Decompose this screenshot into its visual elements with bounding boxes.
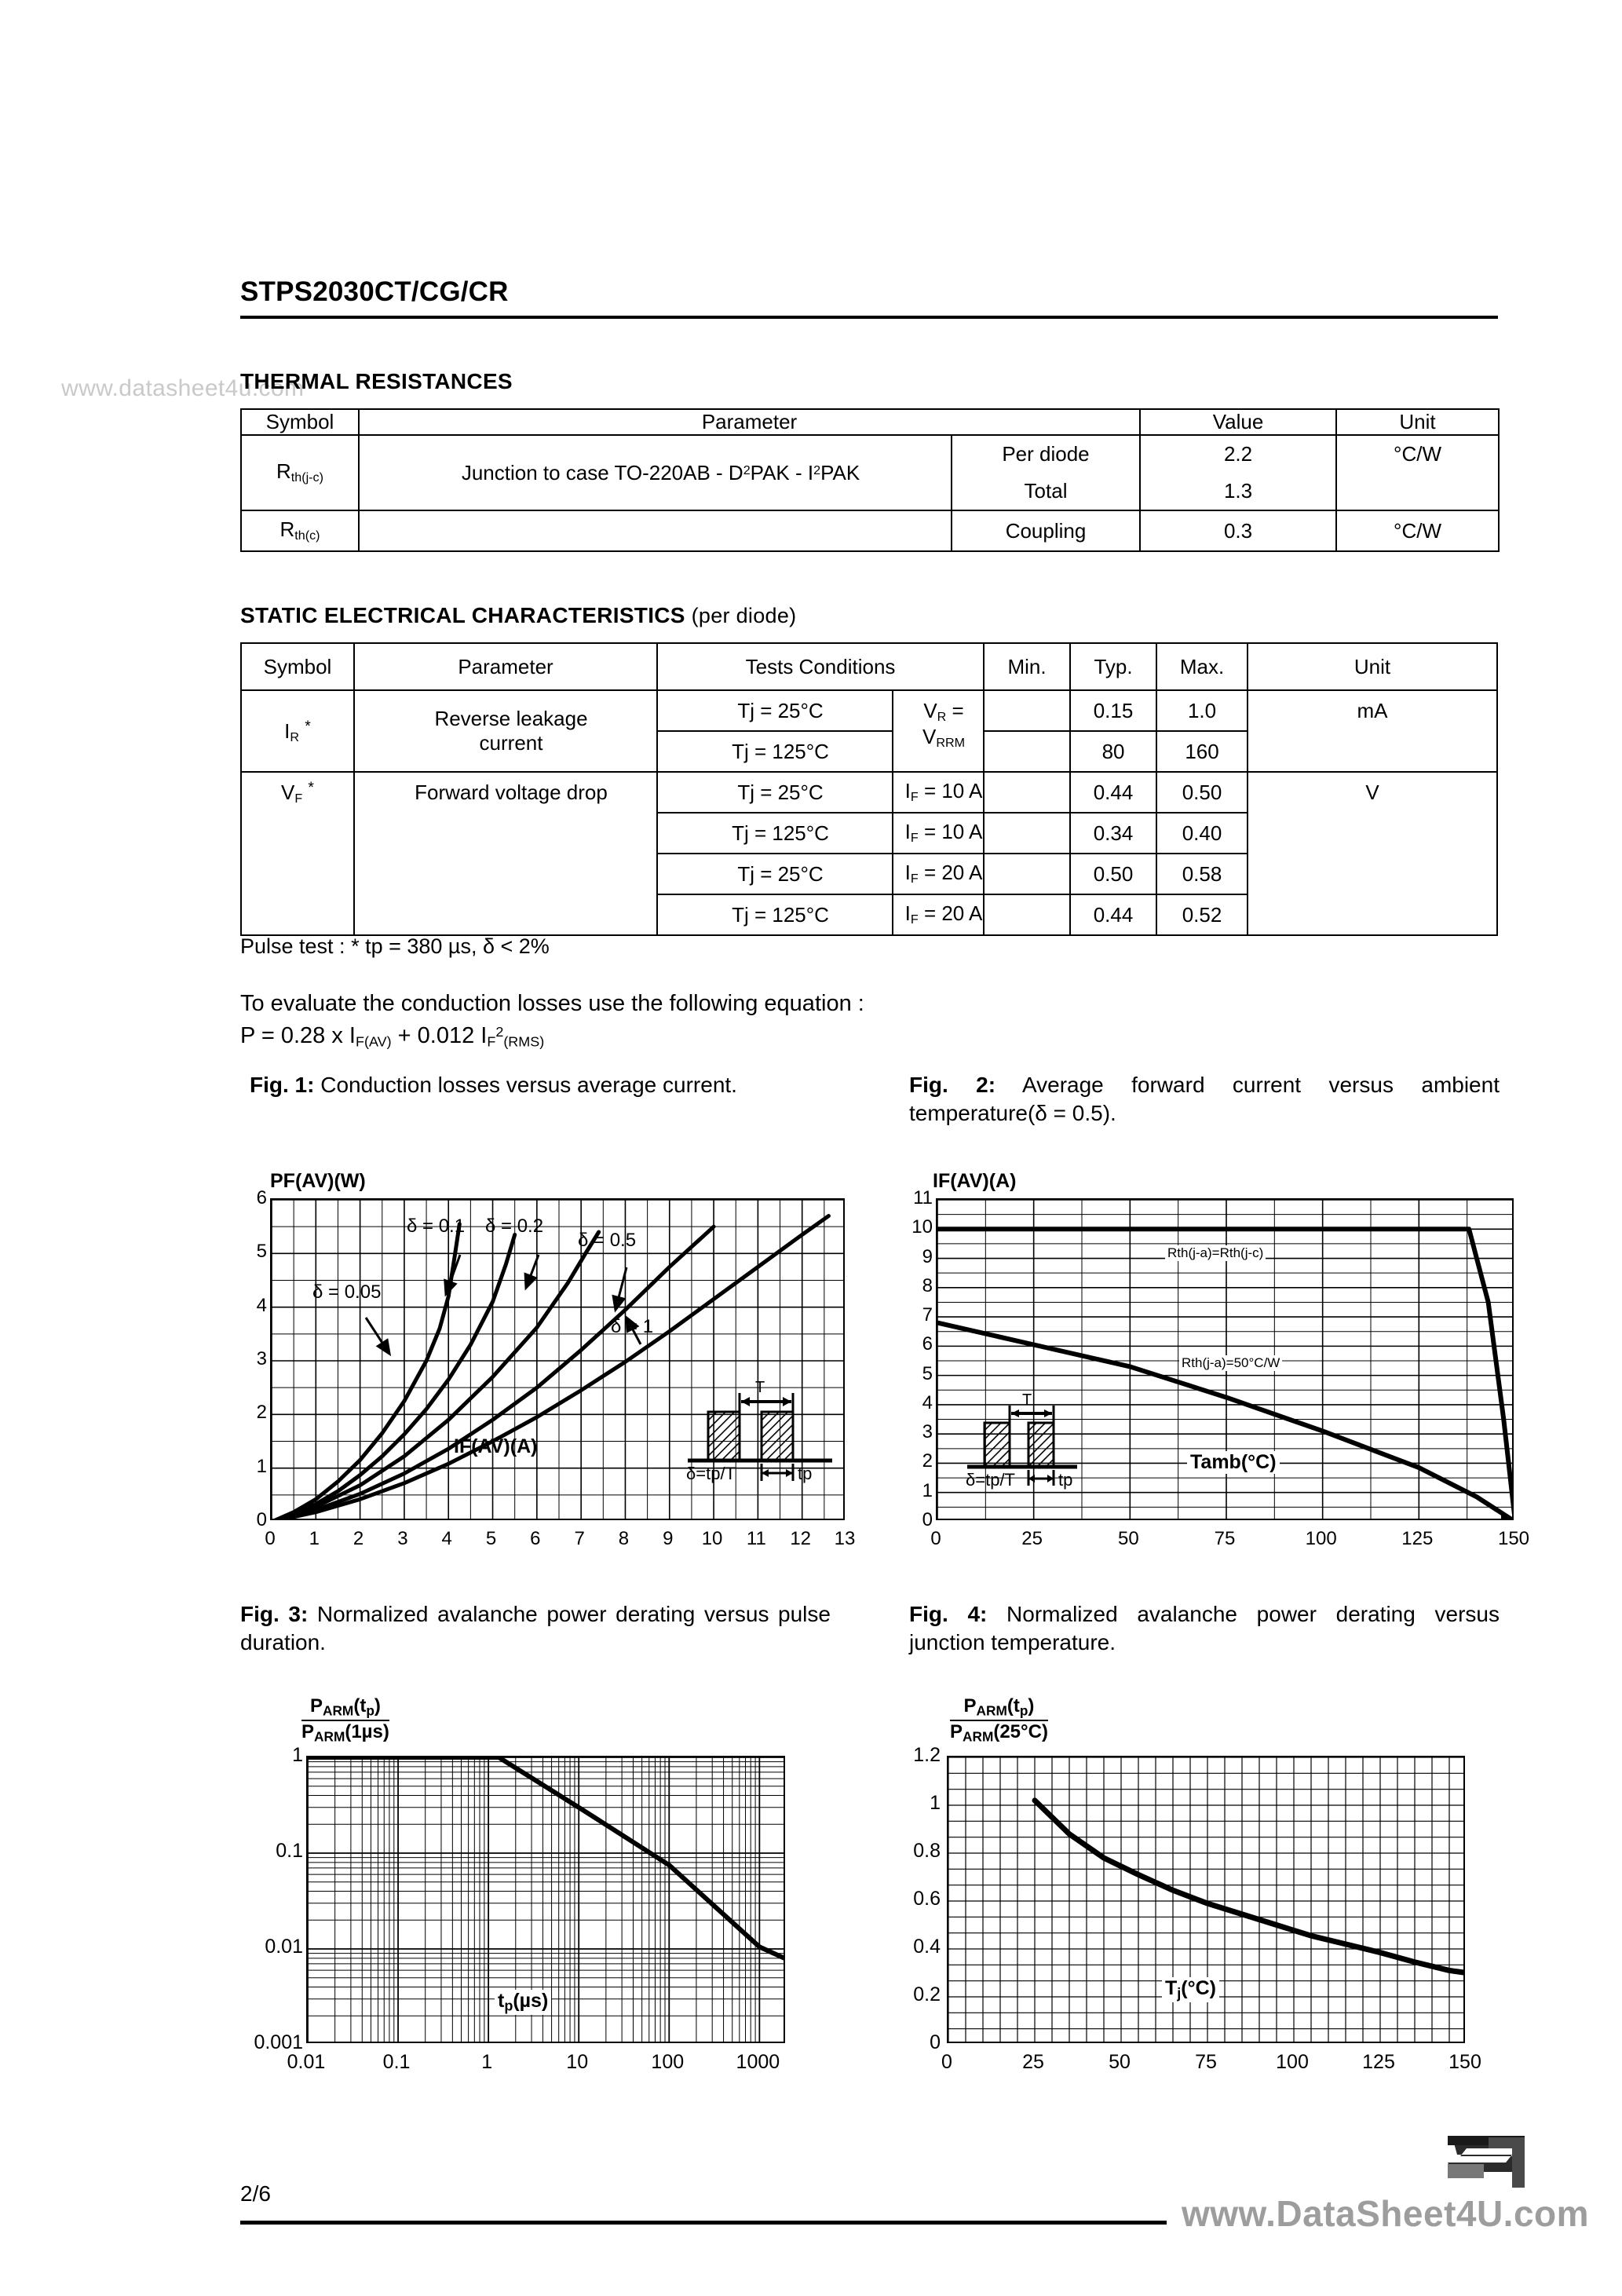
fig4-caption-text: Normalized avalanche power derating versus junction temperature. [909, 1602, 1500, 1655]
cell-condition: Coupling [952, 510, 1140, 551]
if-subscript: F [910, 790, 919, 805]
cell-condition-temp: Tj = 125°C [657, 894, 893, 935]
axis-tick-label: 0.2 [913, 1983, 941, 2005]
axis-tick-label: 0 [256, 1509, 267, 1530]
axis-tick-label: 0.001 [254, 2031, 303, 2053]
vr-label: V [923, 699, 937, 722]
fig3-x-axis-title: $t_p(\mu s)$ [495, 1990, 551, 2015]
watermark-bottom: www.DataSheet4U.com [1182, 2193, 1590, 2234]
page-title: STPS2030CT/CG/CR [240, 276, 509, 307]
axis-tick-label: 12 [790, 1528, 812, 1549]
axis-tick-label: 6 [530, 1528, 541, 1549]
if-subscript: F [910, 831, 919, 846]
cell-parameter [359, 510, 952, 551]
axis-tick-label: 1 [922, 1479, 933, 1501]
cell-unit: °C/W [1336, 435, 1499, 510]
fig1-y-axis-title: PF(AV)(W) [270, 1170, 366, 1192]
cell-unit: °C/W [1336, 510, 1499, 551]
fig4-container [903, 1696, 1531, 2104]
static-characteristics-table [240, 642, 1498, 936]
st-logo [1443, 2133, 1529, 2191]
symbol-i: I [284, 718, 290, 743]
cell-condition-temp: Tj = 125°C [657, 813, 893, 854]
fig3-container [240, 1696, 868, 2104]
table-row [241, 772, 1497, 813]
fig1-annotation-d01: δ = 0.1 [407, 1216, 466, 1237]
table-row [241, 690, 1497, 731]
col-unit: Unit [1336, 409, 1499, 435]
axis-tick-label: 100 [651, 2051, 685, 2073]
cell-typ: 0.44 [1070, 894, 1156, 935]
equation-formula: P = 0.28 x $I_{F(AV)} + 0.012$ $I_F^2_{(RMS)}$ [240, 1023, 545, 1050]
fig4-series [1035, 1801, 1465, 1973]
fig3-y-axis-title [301, 1696, 389, 1744]
vrrm-subscript: RRM [936, 736, 966, 751]
axis-tick-label: 0.01 [287, 2051, 326, 2073]
col-min: Min. [984, 643, 1070, 690]
cell-min [984, 894, 1070, 935]
if-label: I [904, 820, 911, 844]
equation-intro: To evaluate the conduction losses use the following equation : [240, 991, 864, 1016]
axis-tick-label: 25 [1022, 2051, 1044, 2073]
fig2-inset-duty-label: δ=tp/T [966, 1470, 1015, 1490]
symbol-star: * [308, 779, 314, 796]
axis-tick-label: 13 [834, 1528, 856, 1549]
footer-rule [240, 2221, 1167, 2225]
symbol-r: R [279, 517, 295, 542]
cell-max: 160 [1156, 731, 1248, 772]
cell-condition-voltage [893, 690, 984, 772]
cell-typ: 80 [1070, 731, 1156, 772]
fig2-inset-T-label: T [1022, 1391, 1032, 1409]
col-max: Max. [1156, 643, 1248, 690]
cell-symbol [241, 690, 354, 772]
axis-tick-label: 2 [922, 1450, 933, 1472]
symbol-subscript: th(c) [294, 528, 320, 543]
fig4-y-axis-title [950, 1696, 1048, 1744]
cell-min [984, 854, 1070, 894]
cell-parameter [359, 435, 952, 510]
cell-condition-current [893, 894, 984, 935]
axis-tick-label: 3 [256, 1348, 267, 1369]
axis-tick-label: 2 [256, 1402, 267, 1424]
axis-tick-label: 10 [701, 1528, 723, 1549]
cell-symbol [241, 510, 359, 551]
vrrm-label: = V [922, 699, 964, 749]
fig3-y-num: $P_{ARM}(t_p)$ [301, 1696, 389, 1721]
if-subscript: F [910, 872, 919, 887]
symbol-subscript: th(j-c) [290, 470, 323, 485]
fig4-x-axis-title: $T_j(^\circ C)$ [1162, 1977, 1219, 2002]
cell-value: 0.3 [1140, 510, 1336, 551]
cell-max: 0.52 [1156, 894, 1248, 935]
axis-tick-label: 11 [913, 1187, 933, 1208]
axis-tick-label: 0.8 [913, 1840, 941, 1862]
cell-unit: mA [1248, 690, 1497, 772]
symbol-r: R [276, 459, 291, 484]
cell-min [984, 813, 1070, 854]
if-value: = 20 A [918, 861, 983, 885]
axis-tick-label: 150 [1497, 1528, 1530, 1549]
fig3-caption-text: Normalized avalanche power derating versus pulse duration. [240, 1602, 831, 1655]
fig1-annotation-d02: δ = 0.2 [485, 1216, 544, 1237]
fig1-caption [250, 1071, 846, 1099]
fig1-container [240, 1170, 868, 1570]
axis-tick-label: 4 [256, 1294, 267, 1316]
axis-tick-label: 1000 [736, 2051, 780, 2073]
axis-tick-label: 4 [922, 1391, 933, 1413]
axis-tick-label: 100 [1305, 1528, 1337, 1549]
axis-tick-label: 1 [930, 1792, 941, 1814]
cell-condition: Total [952, 473, 1140, 510]
cell-typ: 0.15 [1070, 690, 1156, 731]
axis-tick-label: 9 [663, 1528, 674, 1549]
col-symbol: Symbol [241, 643, 354, 690]
col-parameter: Parameter [359, 409, 1140, 435]
fig1-annotation-d05: δ = 0.5 [578, 1230, 637, 1251]
axis-tick-label: 0 [941, 2051, 952, 2073]
if-value: = 10 A [918, 779, 983, 803]
axis-tick-label: 150 [1448, 2051, 1481, 2073]
symbol-v: V [280, 780, 295, 804]
fig4-caption-label: Fig. 4: [909, 1602, 988, 1626]
axis-tick-label: 2 [353, 1528, 364, 1549]
axis-tick-label: 8 [922, 1274, 933, 1296]
watermark-top: www.datasheet4u.com [61, 375, 305, 401]
conduction-loss-equation [240, 988, 864, 1052]
cell-typ: 0.44 [1070, 772, 1156, 813]
table-row [241, 510, 1499, 551]
axis-tick-label: 0.4 [913, 1936, 941, 1958]
fig4-plot-area [947, 1756, 1465, 2043]
col-tests-conditions: Tests Conditions [657, 643, 984, 690]
axis-tick-label: 10 [566, 2051, 589, 2073]
fig1-inset-duty-label: δ=tp/T [686, 1464, 736, 1483]
axis-tick-label: 5 [485, 1528, 497, 1549]
thermal-resistances-heading: THERMAL RESISTANCES [240, 369, 513, 393]
static-heading-main: STATIC ELECTRICAL CHARACTERISTICS [240, 603, 685, 627]
cell-typ: 0.50 [1070, 854, 1156, 894]
fig4-caption [909, 1600, 1500, 1658]
table-header-row [241, 409, 1499, 435]
cell-symbol [241, 435, 359, 510]
fig4-y-den: $P_{ARM}(25^\circ C)$ [950, 1720, 1048, 1744]
fig3-series [308, 1757, 785, 1959]
cell-condition-temp: Tj = 125°C [657, 731, 893, 772]
fig2-inset-tp-label: tp [1058, 1470, 1073, 1490]
cell-condition-temp: Tj = 25°C [657, 854, 893, 894]
axis-tick-label: 6 [922, 1333, 933, 1355]
if-subscript: F [910, 912, 919, 927]
axis-tick-label: 3 [397, 1528, 408, 1549]
cell-value: 2.2 [1140, 435, 1336, 473]
parameter-text-2: PAK - I [750, 460, 814, 484]
axis-tick-label: 9 [922, 1245, 933, 1267]
cell-parameter: Forward voltage drop [354, 772, 657, 935]
cell-max: 0.58 [1156, 854, 1248, 894]
axis-tick-label: 0 [930, 1528, 941, 1549]
cell-parameter [354, 690, 657, 772]
axis-tick-label: 75 [1214, 1528, 1236, 1549]
axis-tick-label: 11 [746, 1528, 766, 1549]
axis-tick-label: 6 [256, 1187, 267, 1208]
cell-min [984, 772, 1070, 813]
fig3-caption [240, 1600, 831, 1658]
static-characteristics-heading [240, 603, 796, 628]
axis-tick-label: 1 [309, 1528, 320, 1549]
col-typ: Typ. [1070, 643, 1156, 690]
fig1-annotation-d005: δ = 0.05 [312, 1281, 382, 1303]
if-label: I [904, 779, 911, 803]
axis-tick-label: 5 [256, 1241, 267, 1263]
fig1-caption-text: Conduction losses versus average current. [314, 1073, 737, 1097]
fig2-caption [909, 1071, 1500, 1128]
if-value: = 20 A [918, 901, 983, 926]
cell-condition-current [893, 813, 984, 854]
if-label: I [904, 861, 911, 885]
fig1-inset-tp-label: tp [798, 1464, 813, 1483]
axis-tick-label: 125 [1362, 2051, 1395, 2073]
axis-tick-label: 50 [1117, 1528, 1139, 1549]
fig4-y-num: $P_{ARM}(t_p)$ [950, 1696, 1048, 1721]
axis-tick-label: 125 [1401, 1528, 1434, 1549]
col-value: Value [1140, 409, 1336, 435]
fig2-container [903, 1170, 1531, 1570]
fig2-y-axis-title: IF(AV)(A) [933, 1170, 1017, 1192]
cell-symbol [241, 772, 354, 935]
axis-tick-label: 0.6 [913, 1888, 941, 1910]
if-label: I [904, 901, 911, 926]
col-unit: Unit [1248, 643, 1497, 690]
axis-tick-label: 4 [441, 1528, 452, 1549]
axis-tick-label: 5 [922, 1362, 933, 1384]
parameter-text-3: PAK [820, 460, 860, 484]
cell-condition-current [893, 854, 984, 894]
fig2-duty-inset [966, 1391, 1085, 1495]
col-symbol: Symbol [241, 409, 359, 435]
parameter-line-1: Reverse leakage [434, 707, 588, 730]
axis-tick-label: 0 [930, 2031, 941, 2053]
cell-condition-current [893, 772, 984, 813]
cell-min [984, 690, 1070, 731]
parameter-text-1: Junction to case TO-220AB - D [461, 460, 743, 484]
cell-condition-temp: Tj = 25°C [657, 772, 893, 813]
fig1-duty-inset [686, 1379, 842, 1494]
symbol-subscript: F [294, 791, 303, 806]
axis-tick-label: 0.01 [265, 1936, 303, 1958]
axis-tick-label: 100 [1276, 2051, 1309, 2073]
axis-tick-label: 50 [1109, 2051, 1131, 2073]
fig2-annotation-rthja-50: Rth(j-a)=50°C/W [1179, 1355, 1282, 1371]
fig3-plot-area [306, 1756, 785, 2043]
symbol-subscript: R [290, 729, 300, 744]
axis-tick-label: 1.2 [913, 1744, 941, 1766]
page-number: 2/6 [240, 2181, 271, 2206]
cell-min [984, 731, 1070, 772]
fig3-y-den: $P_{ARM}(1\mu s)$ [301, 1720, 389, 1744]
col-parameter: Parameter [354, 643, 657, 690]
header-rule [240, 316, 1498, 319]
axis-tick-label: 1 [292, 1744, 303, 1766]
cell-max: 0.40 [1156, 813, 1248, 854]
parameter-sup-2: 2 [813, 462, 821, 477]
thermal-resistances-table [240, 408, 1500, 552]
axis-tick-label: 75 [1195, 2051, 1217, 2073]
fig1-caption-label: Fig. 1: [250, 1073, 315, 1097]
static-heading-sub: (per diode) [685, 604, 797, 627]
fig2-x-axis-title: Tamb(°C) [1187, 1451, 1280, 1474]
fig1-inset-T-label: T [755, 1379, 765, 1396]
cell-typ: 0.34 [1070, 813, 1156, 854]
axis-tick-label: 10 [911, 1216, 933, 1238]
cell-max: 0.50 [1156, 772, 1248, 813]
cell-max: 1.0 [1156, 690, 1248, 731]
axis-tick-label: 7 [574, 1528, 585, 1549]
axis-tick-label: 8 [618, 1528, 630, 1549]
axis-tick-label: 0.1 [382, 2051, 411, 2073]
axis-tick-label: 25 [1021, 1528, 1043, 1549]
fig2-caption-label: Fig. 2: [909, 1073, 996, 1097]
pulse-test-note: Pulse test : * tp = 380 µs, δ < 2% [240, 934, 550, 958]
fig2-caption-text: Average forward current versus ambient temperature(δ = 0.5). [909, 1073, 1500, 1126]
table-row [241, 435, 1499, 473]
fig2-annotation-rthja-rthjc: Rth(j-a)=Rth(j-c) [1165, 1245, 1266, 1261]
fig1-annotation-d1: δ = 1 [611, 1316, 654, 1337]
cell-condition: Per diode [952, 435, 1140, 473]
axis-tick-label: 0.1 [276, 1840, 303, 1862]
if-value: = 10 A [918, 820, 983, 844]
vr-subscript: R [937, 710, 947, 725]
axis-tick-label: 1 [481, 2051, 493, 2073]
table-header-row [241, 643, 1497, 690]
axis-tick-label: 1 [256, 1455, 267, 1477]
axis-tick-label: 7 [922, 1304, 933, 1326]
fig1-plot-area [270, 1198, 845, 1520]
cell-condition-temp: Tj = 25°C [657, 690, 893, 731]
symbol-star: * [305, 717, 311, 735]
cell-unit: V [1248, 772, 1497, 935]
axis-tick-label: 0 [265, 1528, 276, 1549]
fig1-x-axis-title: IF(AV)(A) [454, 1435, 538, 1457]
cell-value: 1.3 [1140, 473, 1336, 510]
parameter-line-2: current [479, 731, 543, 755]
parameter-sup-1: 2 [743, 462, 751, 477]
axis-tick-label: 0 [922, 1509, 933, 1530]
axis-tick-label: 3 [922, 1421, 933, 1443]
fig2-plot-area [936, 1198, 1514, 1520]
fig3-caption-label: Fig. 3: [240, 1602, 309, 1626]
